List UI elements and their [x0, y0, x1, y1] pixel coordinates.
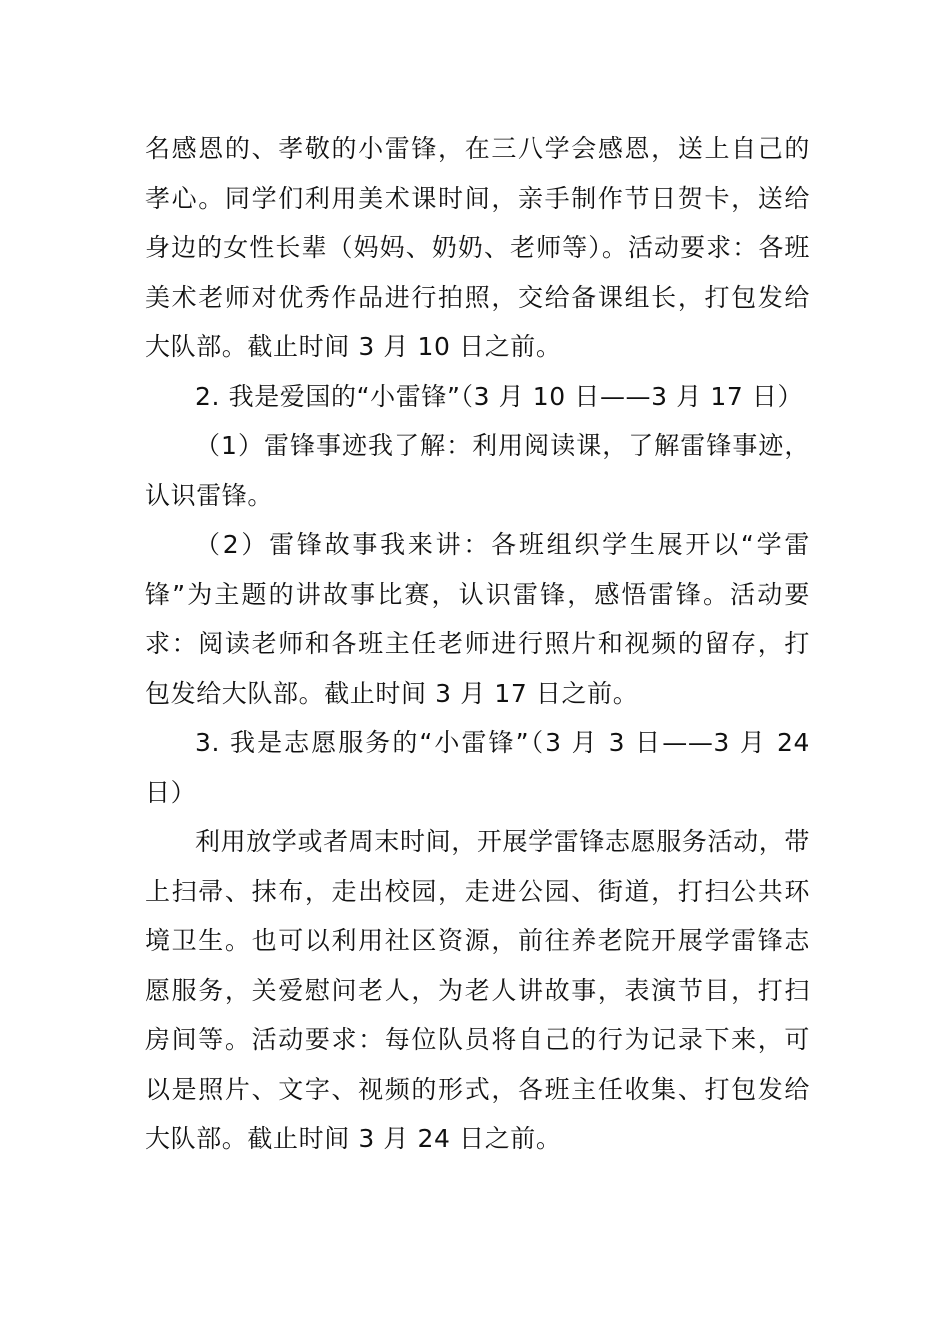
section-heading-3: 3. 我是志愿服务的“小雷锋”（3 月 3 日——3 月 24 日）	[145, 728, 810, 807]
document-body	[145, 124, 810, 1164]
paragraph-continuation: 名感恩的、孝敬的小雷锋，在三八学会感恩，送上自己的孝心。同学们利用美术课时间，亲手制作节日贺卡，送给身边的女性长辈（妈妈、奶奶、老师等）。活动要求：各班美术老师对优秀作品进行拍照，交给备课组长，打包发给大队部。截止时间 3 月 10 日之前。	[145, 134, 810, 361]
paragraph-item-1: （1）雷锋事迹我了解：利用阅读课，了解雷锋事迹，认识雷锋。	[145, 431, 810, 510]
paragraph-item-2: （2）雷锋故事我来讲：各班组织学生展开以“学雷锋”为主题的讲故事比赛，认识雷锋，感悟雷锋。活动要求：阅读老师和各班主任老师进行照片和视频的留存，打包发给大队部。截止时间 3 月 17 日之前。	[145, 530, 810, 708]
section-heading-2: 2. 我是爱国的“小雷锋”（3 月 10 日——3 月 17 日）	[195, 381, 804, 411]
paragraph-volunteer-service: 利用放学或者周末时间，开展学雷锋志愿服务活动，带上扫帚、抹布，走出校园，走进公园、街道，打扫公共环境卫生。也可以利用社区资源，前往养老院开展学雷锋志愿服务，关爱慰问老人，为老人讲故事，表演节目，打扫房间等。活动要求：每位队员将自己的行为记录下来，可以是照片、文字、视频的形式，各班主任收集、打包发给大队部。截止时间 3 月 24 日之前。	[145, 827, 810, 1153]
